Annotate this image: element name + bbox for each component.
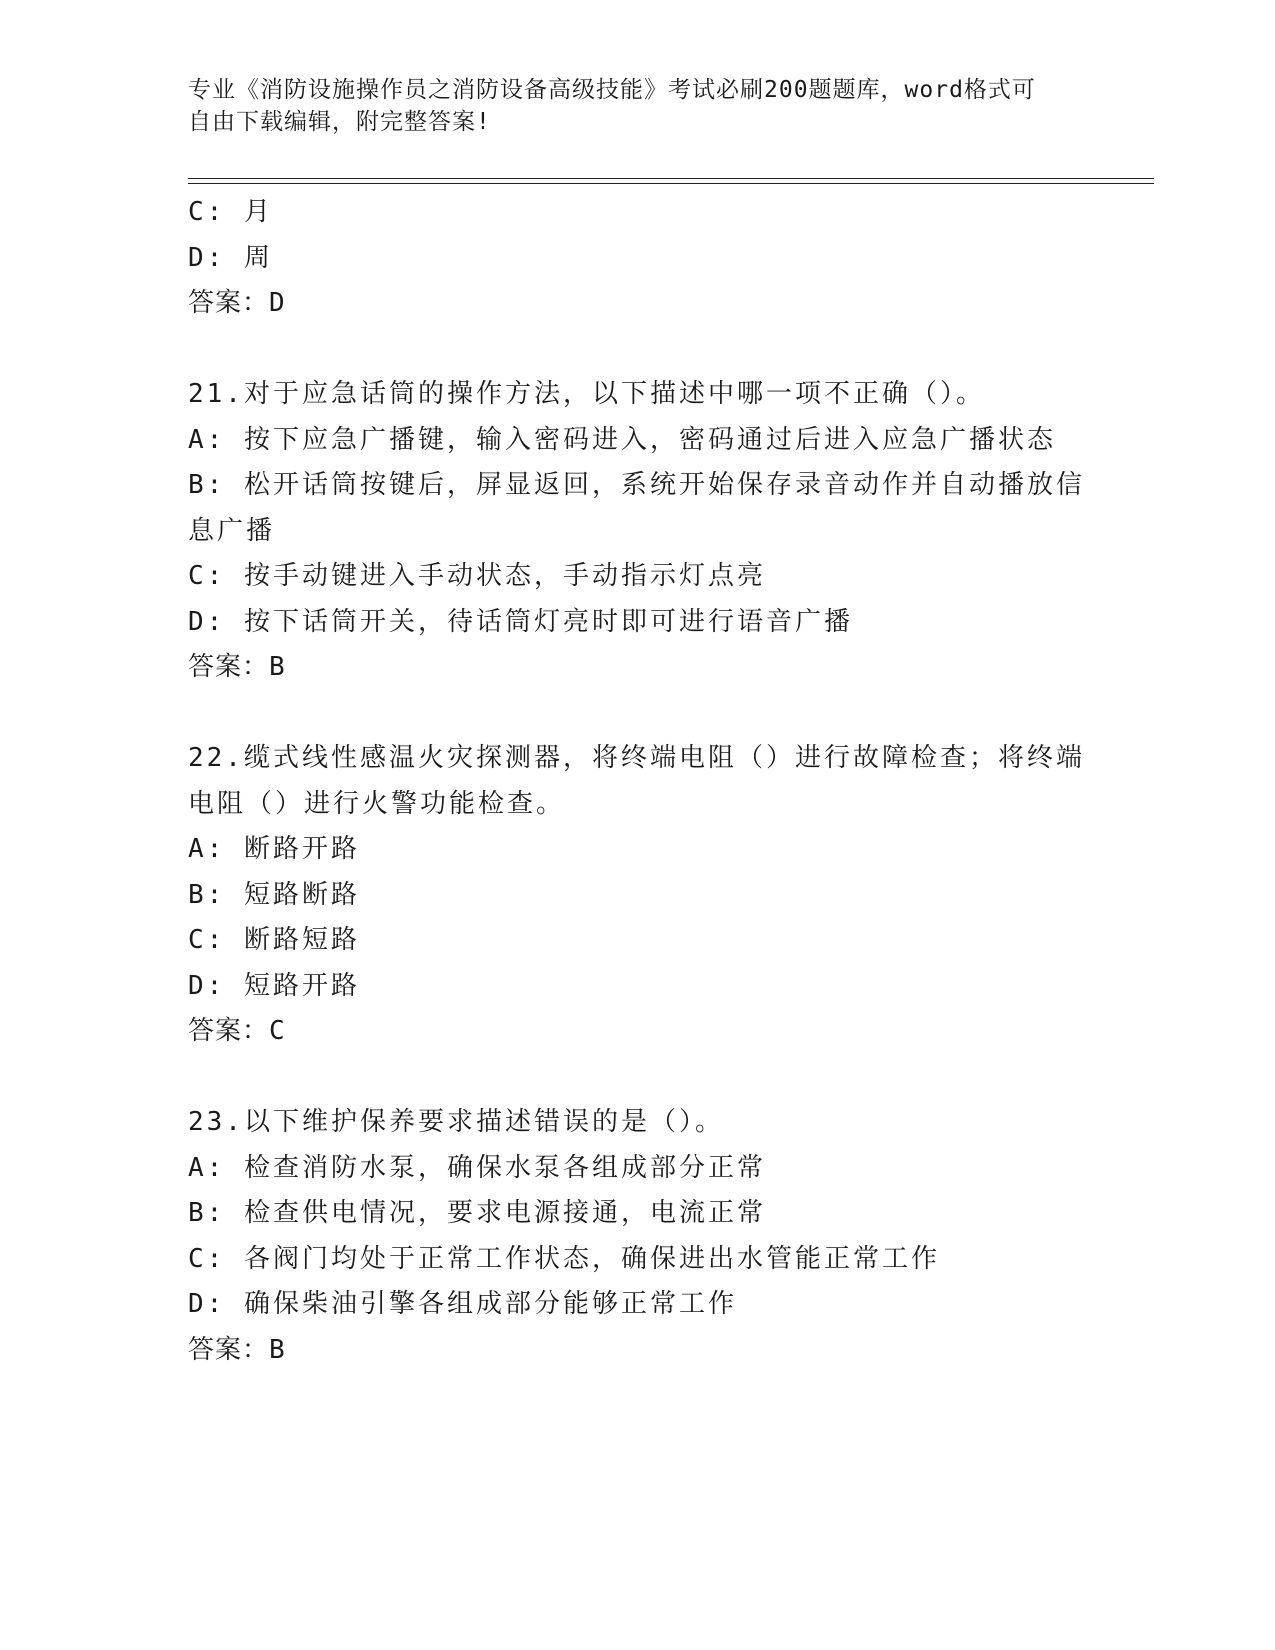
option-a: A: 断路开路 (188, 834, 360, 864)
option-b-continued: 息广播 (188, 515, 276, 546)
header-divider-top (188, 178, 1154, 179)
option-d: D: 按下话筒开关，待话筒灯亮时即可进行语音广播 (188, 606, 853, 637)
answer: 答案：D (188, 288, 286, 318)
spacer (188, 691, 1088, 737)
option-c: C: 各阀门均处于正常工作状态，确保进出水管能正常工作 (188, 1243, 940, 1274)
option-b: B: 短路断路 (188, 879, 360, 910)
option-b: B: 松开话筒按键后，屏显返回，系统开始保存录音动作并自动播放信 (188, 470, 1085, 500)
question-stem-continued: 电阻（）进行火警功能检查。 (188, 788, 566, 819)
header-line-1: 专业《消防设施操作员之消防设备高级技能》考试必刷200题题库，word格式可 (188, 77, 1036, 103)
option-a: A: 按下应急广播键，输入密码进入，密码通过后进入应急广播状态 (188, 424, 1056, 455)
answer: 答案：B (188, 1334, 286, 1365)
spacer (188, 327, 1088, 373)
answer: 答案：C (188, 1016, 286, 1046)
option-b: B: 检查供电情况，要求电源接通，电流正常 (188, 1198, 766, 1228)
option-d: D: 确保柴油引擎各组成部分能够正常工作 (188, 1289, 737, 1319)
question-23 (188, 1100, 1088, 1373)
question-content (188, 190, 1088, 1373)
question-21 (188, 372, 1088, 691)
spacer (188, 1055, 1088, 1101)
option-c: C: 按手动键进入手动状态，手动指示灯点亮 (188, 561, 766, 591)
question-stem: 23.以下维护保养要求描述错误的是（）。 (188, 1107, 724, 1137)
previous-question-tail (188, 190, 1088, 327)
option-d: D: 周 (188, 242, 273, 273)
header-line-2: 自由下载编辑，附完整答案! (188, 109, 491, 135)
question-stem: 22.缆式线性感温火灾探测器，将终端电阻（）进行故障检查；将终端 (188, 743, 1085, 773)
question-stem: 21.对于应急话筒的操作方法，以下描述中哪一项不正确（）。 (188, 379, 985, 409)
option-c: C: 断路短路 (188, 925, 360, 955)
option-a: A: 检查消防水泵，确保水泵各组成部分正常 (188, 1152, 766, 1183)
question-22 (188, 736, 1088, 1055)
header-divider-bottom (188, 183, 1154, 184)
option-d: D: 短路开路 (188, 970, 360, 1001)
option-c: C: 月 (188, 197, 273, 227)
document-header (188, 74, 1068, 138)
answer: 答案：B (188, 652, 286, 682)
